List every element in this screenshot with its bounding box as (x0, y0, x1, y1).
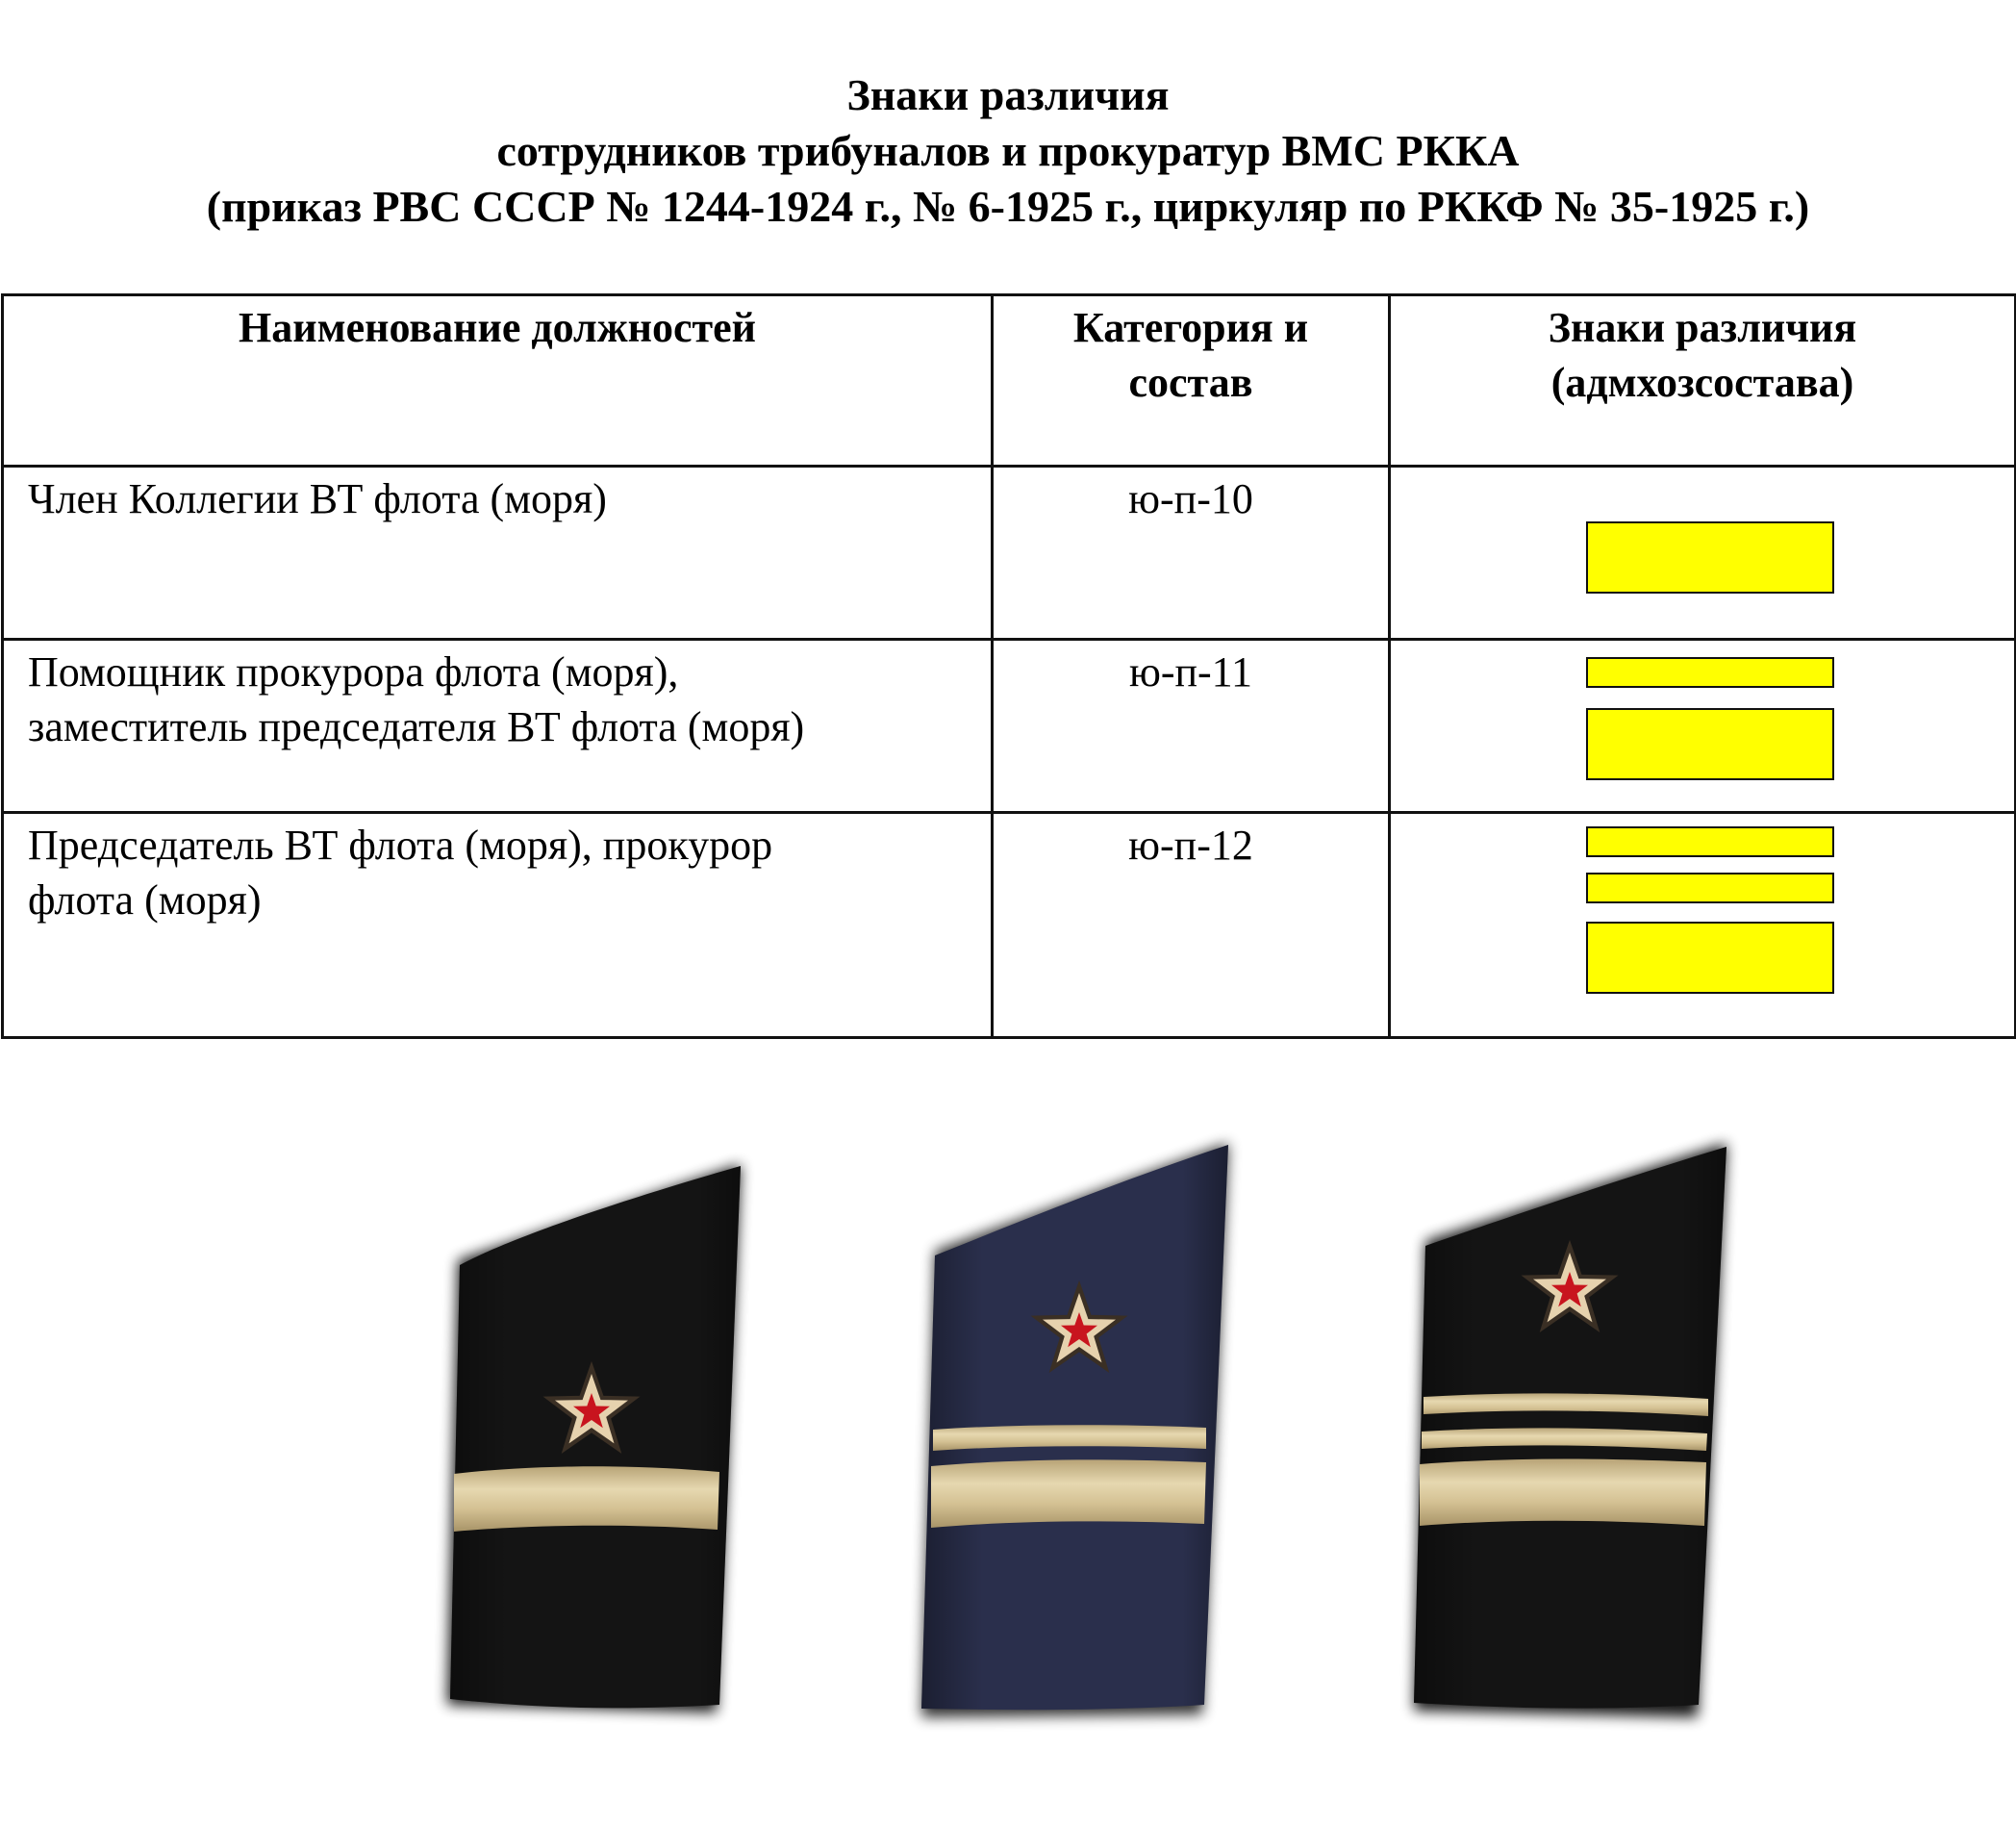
position-line-1: Председатель ВТ флота (моря), прокурор (28, 822, 773, 869)
insignia-cell (1390, 640, 2016, 813)
position-line-1: Член Коллегии ВТ флота (моря) (28, 475, 607, 522)
category-cell: ю-п-11 (993, 640, 1390, 813)
category-cell: ю-п-12 (993, 813, 1390, 1038)
position-cell (3, 813, 993, 1038)
header-position (3, 295, 993, 467)
title-line-1: Знаки различия (846, 70, 1170, 119)
position-line-2: заместитель председателя ВТ флота (моря) (28, 703, 805, 750)
table-row (3, 813, 2016, 1038)
position-line-2: флота (моря) (28, 876, 262, 924)
wide-stripe (1586, 922, 1834, 994)
sleeve-cuffs-illustration (0, 1116, 2016, 1732)
thin-stripe (1586, 873, 1834, 903)
title-line-3: (приказ РВС СССР № 1244-1924 г., № 6-1925 г., циркуляр по РККФ № 35-1925 г.) (206, 182, 1810, 231)
table-row (3, 640, 2016, 813)
header-insignia (1390, 295, 2016, 467)
insignia-cell (1390, 813, 2016, 1038)
header-insignia-line-1: Знаки различия (1548, 304, 1857, 351)
insignia-table (1, 293, 2016, 1039)
header-category-line-2: состав (1128, 359, 1253, 406)
header-position-label: Наименование должностей (239, 304, 756, 351)
position-cell (3, 640, 993, 813)
cuff-3 (1414, 1143, 1726, 1717)
thin-stripe (1586, 657, 1834, 688)
header-category-line-1: Категория и (1072, 304, 1309, 351)
header-insignia-line-2: (адмхозсостава) (1550, 359, 1854, 406)
table-row (3, 467, 2016, 640)
header-category (993, 295, 1390, 467)
wide-stripe (1586, 708, 1834, 780)
position-line-1: Помощник прокурора флота (моря), (28, 648, 679, 696)
category-cell: ю-п-10 (993, 467, 1390, 640)
position-cell (3, 467, 993, 640)
title-line-2: сотрудников трибуналов и прокуратур ВМС РККА (496, 126, 1520, 175)
wide-stripe (1586, 521, 1834, 594)
table-header-row (3, 295, 2016, 467)
cuff-2 (921, 1143, 1228, 1717)
cuff-1 (447, 1164, 741, 1712)
insignia-cell (1390, 467, 2016, 640)
document-title (0, 67, 2016, 235)
thin-stripe (1586, 826, 1834, 857)
